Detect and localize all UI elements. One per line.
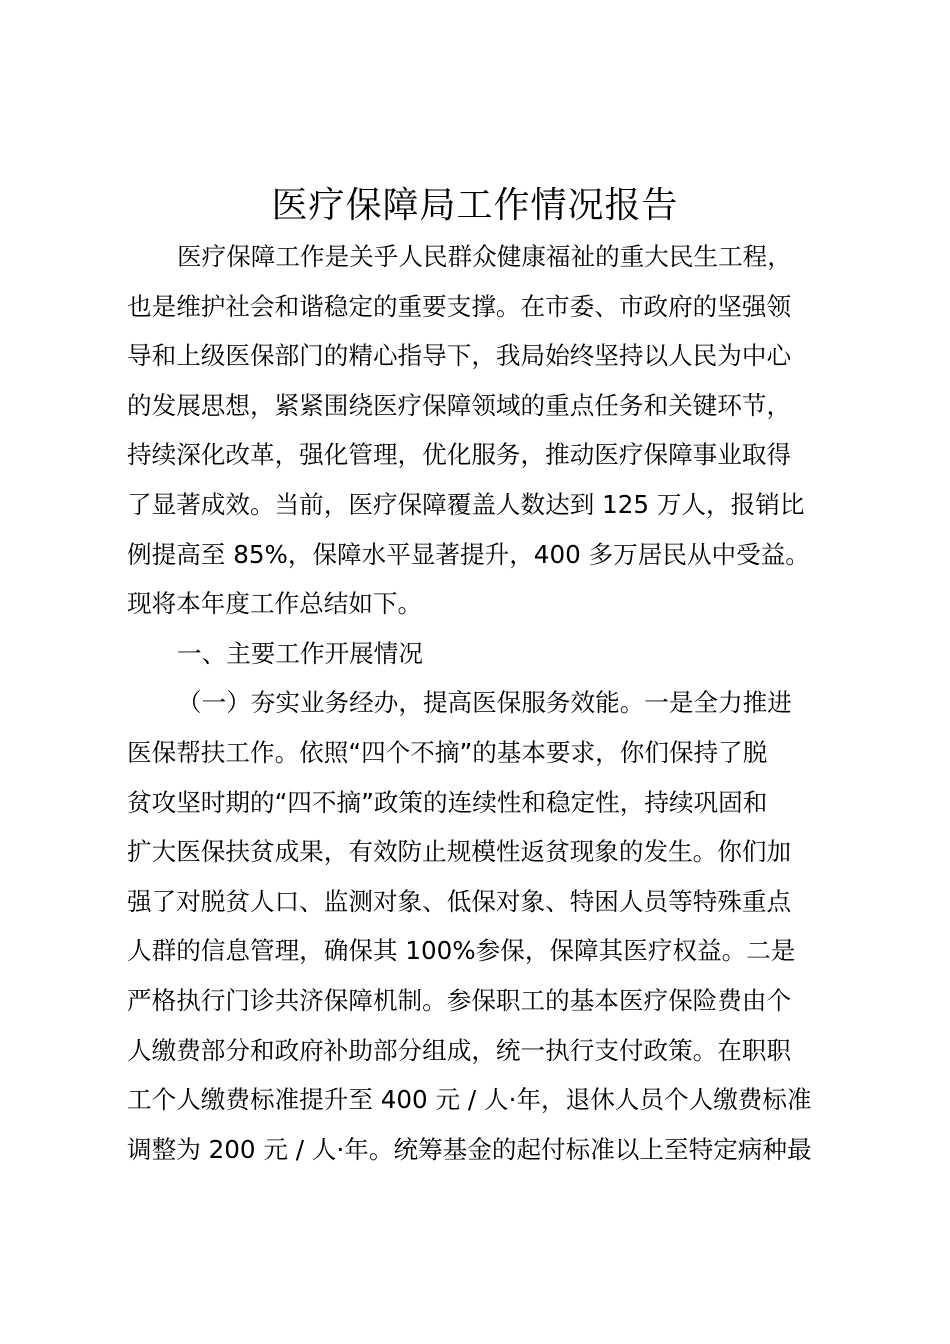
paragraph-line: 的发展思想，紧紧围绕医疗保障领域的重点任务和关键环节，: [127, 390, 792, 420]
section-heading: 一、主要工作开展情况: [177, 638, 423, 668]
paragraph-line: 现将本年度工作总结如下。: [127, 589, 423, 619]
paragraph-line: 严格执行门诊共济保障机制。参保职工的基本医疗保险费由个: [127, 985, 792, 1015]
paragraph-line: 贫攻坚时期的“四不摘”政策的连续性和稳定性，持续巩固和: [127, 787, 768, 817]
paragraph-line: 例提高至 85%，保障水平显著提升，400 多万居民从中受益。: [127, 539, 810, 569]
paragraph-line: 调整为 200 元 / 人·年。统筹基金的起付标准以上至特定病种最: [127, 1134, 812, 1164]
paragraph-line: 持续深化改革，强化管理，优化服务，推动医疗保障事业取得: [127, 440, 792, 470]
paragraph-line: 医保帮扶工作。依照“四个不摘”的基本要求，你们保持了脱: [127, 737, 768, 767]
paragraph-line: 医疗保障工作是关乎人民群众健康福祉的重大民生工程，: [177, 242, 792, 271]
paragraph-line: 扩大医保扶贫成果，有效防止规模性返贫现象的发生。你们加: [127, 837, 792, 867]
paragraph-line: 人群的信息管理，确保其 100%参保，保障其医疗权益。二是: [127, 936, 796, 966]
document-title: 医疗保障局工作情况报告: [271, 185, 679, 226]
document-body: [127, 232, 837, 1174]
paragraph-line: 强了对脱贫人口、监测对象、低保对象、特困人员等特殊重点: [127, 886, 792, 916]
paragraph-line: 了显著成效。当前，医疗保障覆盖人数达到 125 万人，报销比: [127, 489, 805, 519]
paragraph-line: 人缴费部分和政府补助部分组成，统一执行支付政策。在职职: [127, 1035, 792, 1065]
paragraph-line: 导和上级医保部门的精心指导下，我局始终坚持以人民为中心: [127, 341, 792, 371]
paragraph-line: 工个人缴费标准提升至 400 元 / 人·年，退休人员个人缴费标准: [127, 1085, 812, 1115]
paragraph-line: （一）夯实业务经办，提高医保服务效能。一是全力推进: [177, 688, 792, 718]
paragraph-line: 也是维护社会和谐稳定的重要支撑。在市委、市政府的坚强领: [127, 291, 792, 321]
